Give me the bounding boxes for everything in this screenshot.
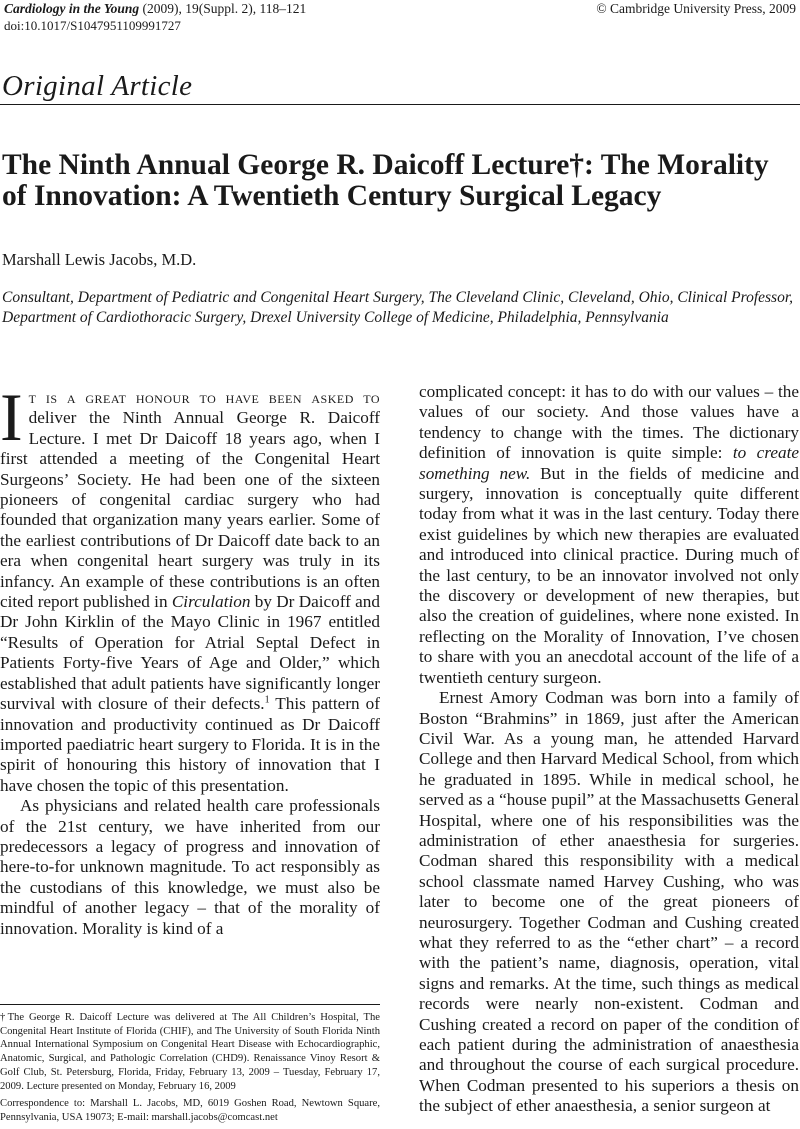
header-divider: [0, 104, 800, 105]
paragraph-1: It is a great honour to have been asked to deliver the Ninth Annual George R. Daicoff Lecture. I met Dr Daicoff 18 years ago, when I first attended a meeting of the Congenital Heart Surgeons’ Society. He had been one of the sixteen pioneers of congenital cardiac surgery who had founded that organization many years earlier. Some of the earliest contributions of Dr Daicoff date back to an era when congenital heart surgery was truly in its infancy. An example of these contributions is an often cited report published in Circulation by Dr Daicoff and Dr John Kirklin of the Mayo Clinic in 1967 entitled “Results of Operation for Atrial Septal Defect in Patients Forty-five Years of Age and Older,” which established that adult patients have significantly longer survival with closure of their defects.$^1$ This pattern of innovation and productivity continued as Dr Daicoff imported paediatric heart surgery to Florida. It is in the spirit of honouring this history of innovation that I have chosen the topic of this presentation.: [0, 379, 380, 795]
copyright: © Cambridge University Press, 2009: [596, 1, 796, 16]
journal-reference: Circulation: [171, 592, 251, 612]
section-label: Original Article: [2, 70, 193, 102]
definition-emphasis: to create something new.: [419, 443, 799, 483]
right-column: [419, 382, 799, 1117]
journal-name: Cardiology in the Young: [4, 1, 140, 16]
reference-marker: 1: [264, 694, 270, 706]
paragraph-3: complicated concept: it has to do with our values – the values of our society. And those values have a tendency to change with the times. The dictionary definition of innovation is quite simple: to create something new. But in the fields of medicine and surgery, innovation is conceptually quite different today from what it was in the last century. Today there exist guidelines by which new therapies are evaluated and introduced into clinical practice. During much of the last century, to be an innovator involved not only the discovery or development of new therapies, but also the creation of guidelines, where none existed. In reflecting on the Morality of Innovation, I’ve chosen to share with you an anecdotal account of the life of a twentieth century surgeon.: [419, 382, 799, 687]
footnotes: [0, 1011, 380, 1129]
paragraph-2: As physicians and related health care professionals of the 21st century, we have inherited from our predecessors a legacy of progress and innovation of here-to-for unknown magnitude. To act responsibly as the custodians of this knowledge, we must also be mindful of another legacy – that of the morality of innovation. Morality is kind of a: [0, 796, 380, 938]
citation: (2009), 19(Suppl. 2), 118–121: [142, 1, 307, 16]
author-affiliation: Consultant, Department of Pediatric and Congenital Heart Surgery, The Cleveland Clinic, Cleveland, Ohio, Clinical Professor, Department of Cardiothoracic Surgery, Drexel University College of Medicine, Philadelphia, Pennsylvania: [2, 289, 794, 326]
correspondence-footnote: Correspondence to: Marshall L. Jacobs, MD, 6019 Goshen Road, Newtown Square, Pennsylvania, USA 19073; E-mail: marshall.jacobs@comcast.net: [0, 1098, 380, 1123]
footnote-divider: [0, 1004, 380, 1005]
drop-cap: I: [0, 379, 23, 455]
opening-small-caps: t is a great honour to have been asked to: [28, 388, 380, 407]
article-title: The Ninth Annual George R. Daicoff Lecture†: The Morality of Innovation: A Twentieth Century Surgical Legacy: [2, 149, 769, 212]
lecture-footnote: †The George R. Daicoff Lecture was delivered at The All Children’s Hospital, The Congenital Heart Institute of Florida (CHIF), and The University of South Florida Ninth Annual International Symposium on Congenital Heart Disease with Echocardiographic, Anatomic, Surgical, and Pathologic Correlation (CHD9). Renaissance Vinoy Resort & Golf Club, St. Petersburg, Florida, Friday, February 13, 2009 – Tuesday, February 17, 2009. Lecture presented on Monday, February 16, 2009: [0, 1012, 380, 1092]
paragraph-4: Ernest Amory Codman was born into a family of Boston “Brahmins” in 1869, just after the American Civil War. As a young man, he attended Harvard College and then Harvard Medical School, from which he graduated in 1895. While in medical school, he served as a “house pupil” at the Massachusetts General Hospital, where one of his responsibilities was the administration of ether anaesthesia for surgeries. Codman shared this responsibility with a medical school classmate named Harvey Cushing, who was later to become one of the great pioneers of neurosurgery. Together Codman and Cushing created what they referred to as the “ether chart” – a record with the patient’s name, diagnosis, operation, vital signs and remarks. At the time, such things as medical records were nearly non-existent. Codman and Cushing created a record on paper of the condition of each patient during the administration of anaesthesia and throughout the course of each surgical procedure. When Codman presented to his superiors a thesis on the subject of ether anaesthesia, a senior surgeon at: [419, 688, 799, 1116]
doi: doi:10.1017/S1047951109991727: [4, 18, 181, 33]
left-column: [0, 379, 380, 939]
running-header: [4, 0, 796, 34]
author-name: Marshall Lewis Jacobs, M.D.: [2, 250, 197, 269]
